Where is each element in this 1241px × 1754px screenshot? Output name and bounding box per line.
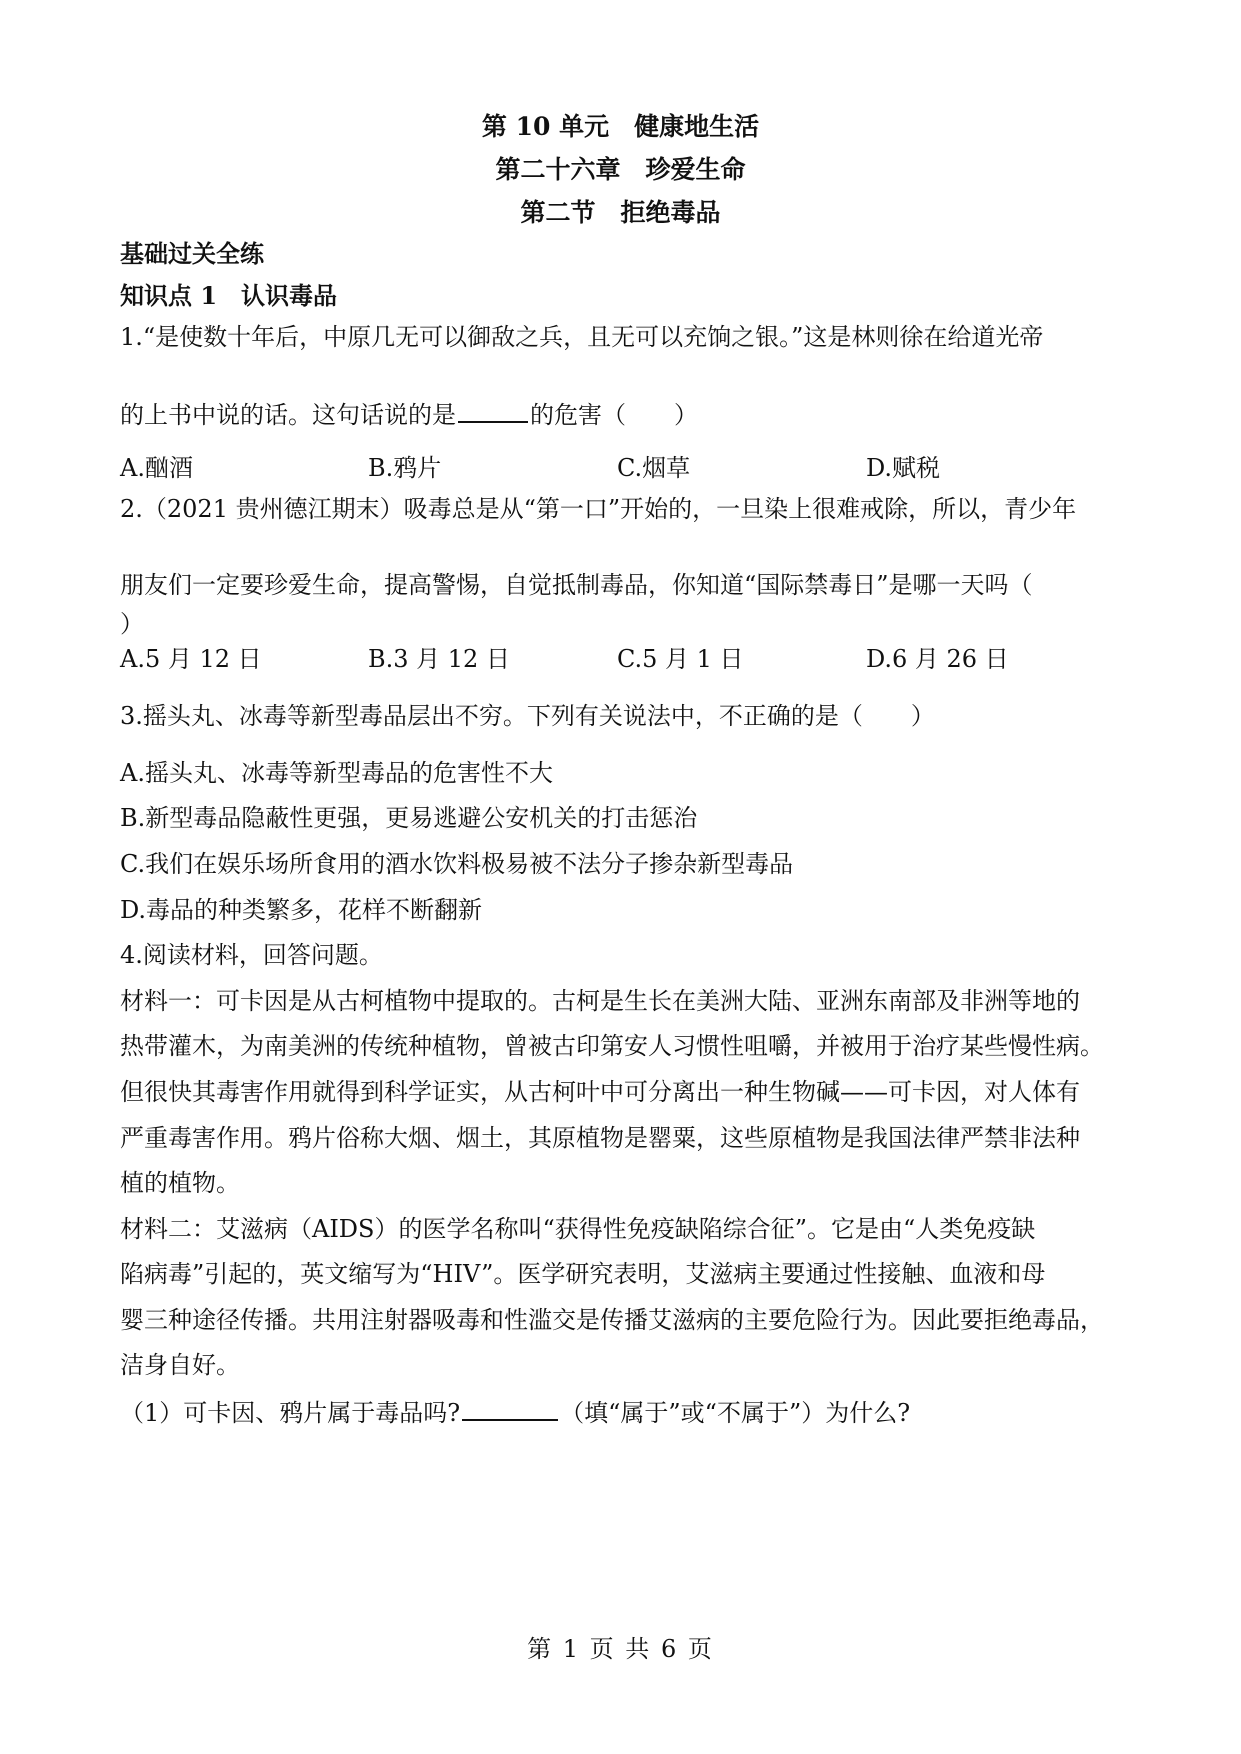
page-footer: 第 1 页 共 6 页 <box>527 1635 714 1663</box>
q4-stem: 4.阅读材料，回答问题。 <box>120 941 383 969</box>
q4-material2-line1: 材料二：艾滋病（AIDS）的医学名称叫“获得性免疫缺陷综合征”。它是由“人类免疫缺 <box>120 1215 1036 1243</box>
q2-option-d[interactable]: D.6 月 26 日 <box>866 645 1009 673</box>
q3-option-b[interactable]: B.新型毒品隐蔽性更强，更易逃避公安机关的打击惩治 <box>120 804 698 832</box>
q4-material1-line2: 热带灌木，为南美洲的传统种植物，曾被古印第安人习惯性咀嚼，并被用于治疗某些慢性病。 <box>120 1032 1104 1060</box>
q3-stem: 3.摇头丸、冰毒等新型毒品层出不穷。下列有关说法中，不正确的是（ ） <box>120 702 935 730</box>
q1-option-c[interactable]: C.烟草 <box>617 454 691 482</box>
q4-material1-line4: 严重毒害作用。鸦片俗称大烟、烟土，其原植物是罂粟，这些原植物是我国法律严禁非法种 <box>120 1124 1080 1152</box>
q1-stem-line1: 1.“是使数十年后，中原几无可以御敌之兵，且无可以充饷之银。”这是林则徐在给道光帝 <box>120 323 1044 351</box>
q2-stem-line1: 2.（2021 贵州德江期末）吸毒总是从“第一口”开始的，一旦染上很难戒除，所以，青少年 <box>120 495 1077 523</box>
q1-option-b[interactable]: B.鸦片 <box>368 454 442 482</box>
q4-sub1-after: （填“属于”或“不属于”）为什么? <box>560 1399 911 1427</box>
knowledge-point-heading: 知识点 1 认识毒品 <box>120 281 338 310</box>
q2-option-a[interactable]: A.5 月 12 日 <box>120 645 262 673</box>
q1-stem-line2-before: 的上书中说的话。这句话说的是 <box>120 401 456 429</box>
q2-stem-line3: ） <box>120 610 144 638</box>
q3-option-c[interactable]: C.我们在娱乐场所食用的酒水饮料极易被不法分子掺杂新型毒品 <box>120 850 794 878</box>
chapter-title: 第二十六章 珍爱生命 <box>495 155 746 184</box>
q1-stem-line2-after: 的危害（ ） <box>530 401 698 429</box>
q4-material1-line5: 植的植物。 <box>120 1169 240 1197</box>
q2-option-b[interactable]: B.3 月 12 日 <box>368 645 510 673</box>
q4-material1-line3: 但很快其毒害作用就得到科学证实，从古柯叶中可分离出一种生物碱——可卡因，对人体有 <box>120 1078 1080 1106</box>
q1-answer-blank[interactable] <box>458 395 528 423</box>
unit-title: 第 10 单元 健康地生活 <box>481 112 760 141</box>
q2-option-c[interactable]: C.5 月 1 日 <box>617 645 744 673</box>
q4-material2-line2: 陷病毒”引起的，英文缩写为“HIV”。医学研究表明，艾滋病主要通过性接触、血液和母 <box>120 1260 1046 1288</box>
q1-stem-line2 <box>120 395 1130 432</box>
q1-option-a[interactable]: A.酗酒 <box>120 454 193 482</box>
section-title: 第二节 拒绝毒品 <box>520 198 721 227</box>
q1-option-d[interactable]: D.赋税 <box>866 454 941 482</box>
q4-material2-line3: 婴三种途径传播。共用注射器吸毒和性滥交是传播艾滋病的主要危险行为。因此要拒绝毒品， <box>120 1306 1104 1334</box>
q4-sub1-before: （1）可卡因、鸦片属于毒品吗? <box>120 1399 461 1427</box>
q4-sub1-answer-blank[interactable] <box>462 1393 558 1421</box>
q2-stem-line2: 朋友们一定要珍爱生命，提高警惕，自觉抵制毒品，你知道“国际禁毒日”是哪一天吗（ <box>120 571 1033 599</box>
q4-material2-line4: 洁身自好。 <box>120 1351 240 1379</box>
q3-option-a[interactable]: A.摇头丸、冰毒等新型毒品的危害性不大 <box>120 759 553 787</box>
section-label: 基础过关全练 <box>120 239 264 268</box>
q4-sub1 <box>120 1393 1130 1430</box>
q3-option-d[interactable]: D.毒品的种类繁多，花样不断翻新 <box>120 896 483 924</box>
q4-material1-line1: 材料一：可卡因是从古柯植物中提取的。古柯是生长在美洲大陆、亚洲东南部及非洲等地的 <box>120 987 1080 1015</box>
